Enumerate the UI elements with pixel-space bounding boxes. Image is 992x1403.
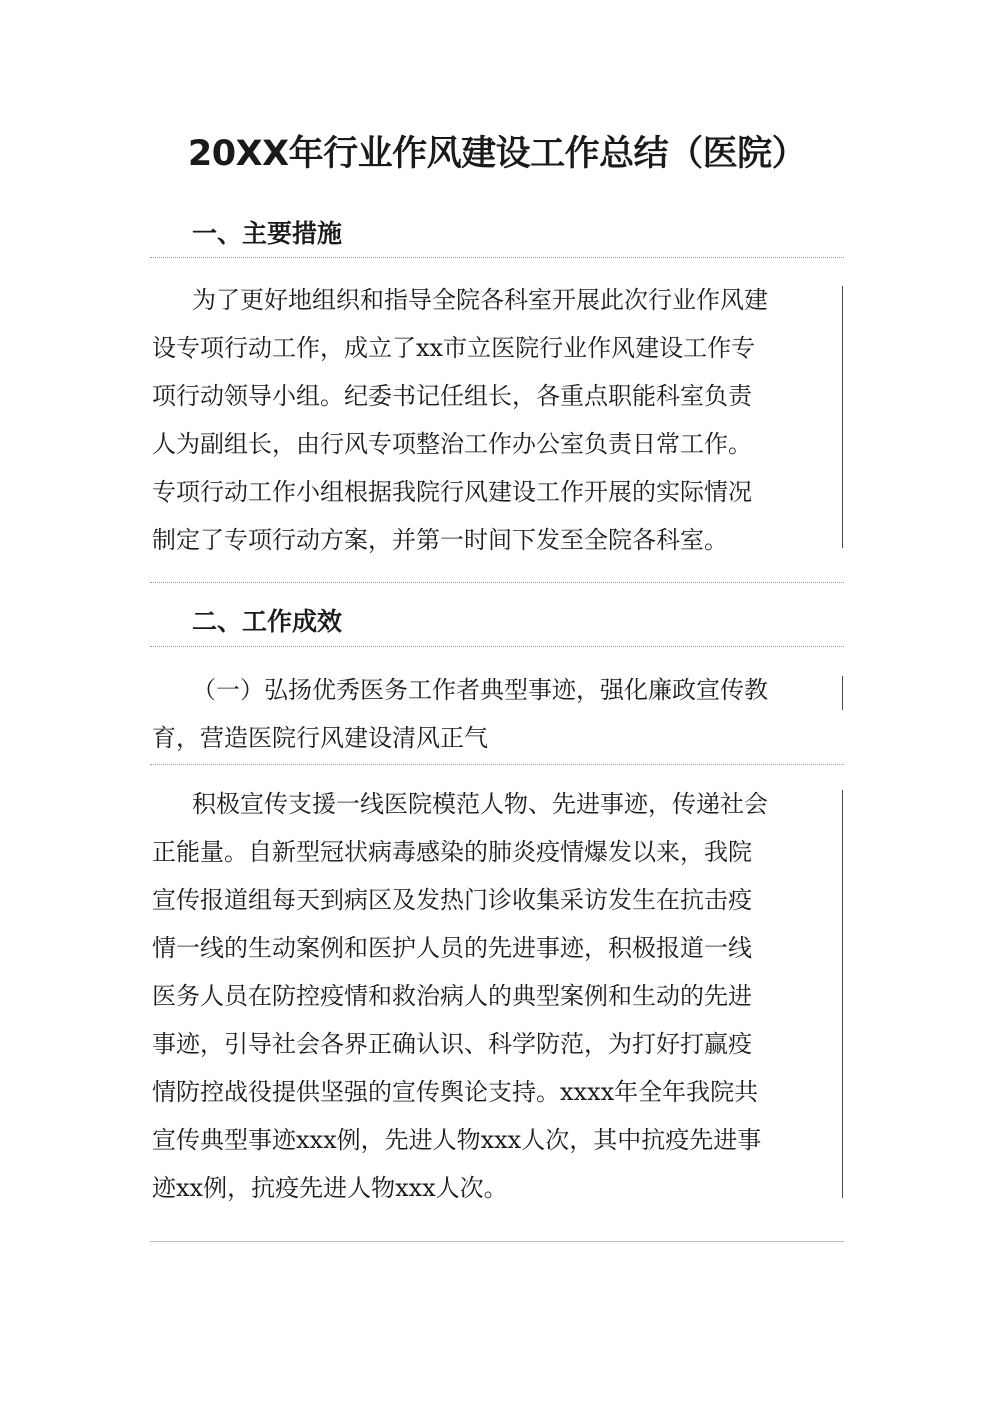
dotted-divider [150, 257, 844, 258]
right-margin-mark [842, 676, 843, 710]
subheading-line: 育，营造医院行风建设清风正气 [152, 724, 488, 752]
subheading-line: （一）弘扬优秀医务工作者典型事迹，强化廉政宣传教 [192, 676, 768, 704]
paragraph-line: 设专项行动工作，成立了xx市立医院行业作风建设工作专 [152, 334, 756, 362]
paragraph-line: 项行动领导小组。纪委书记任组长，各重点职能科室负责 [152, 382, 752, 410]
section-heading-work-results: 二、工作成效 [192, 607, 343, 636]
bottom-rule [150, 1241, 844, 1242]
paragraph-line: 制定了专项行动方案，并第一时间下发至全院各科室。 [152, 526, 728, 554]
paragraph-line: 人为副组长，由行风专项整治工作办公室负责日常工作。 [152, 430, 752, 458]
paragraph-line: 宣传典型事迹xxx例，先进人物xxx人次，其中抗疫先进事 [152, 1126, 762, 1154]
paragraph-line: 事迹，引导社会各界正确认识、科学防范，为打好打赢疫 [152, 1030, 752, 1058]
dotted-divider [150, 582, 844, 583]
dotted-divider [150, 646, 844, 647]
paragraph-line: 正能量。自新型冠状病毒感染的肺炎疫情爆发以来，我院 [152, 838, 752, 866]
paragraph-line: 情一线的生动案例和医护人员的先进事迹，积极报道一线 [152, 934, 752, 962]
right-margin-mark [842, 286, 843, 548]
paragraph-line: 情防控战役提供坚强的宣传舆论支持。xxxx年全年我院共 [152, 1078, 759, 1106]
paragraph-work-results [152, 780, 842, 1212]
paragraph-line: 迹xx例，抗疫先进人物xxx人次。 [152, 1174, 508, 1202]
subheading-paragraph [152, 666, 842, 762]
paragraph-main-measures [152, 276, 842, 564]
paragraph-line: 医务人员在防控疫情和救治病人的典型案例和生动的先进 [152, 982, 752, 1010]
paragraph-line: 专项行动工作小组根据我院行风建设工作开展的实际情况 [152, 478, 752, 506]
document-title: 20XX年行业作风建设工作总结（医院） [187, 134, 807, 174]
dotted-divider [150, 764, 844, 765]
paragraph-line: 积极宣传支援一线医院模范人物、先进事迹，传递社会 [192, 790, 768, 818]
paragraph-line: 宣传报道组每天到病区及发热门诊收集采访发生在抗击疫 [152, 886, 752, 914]
paragraph-line: 为了更好地组织和指导全院各科室开展此次行业作风建 [192, 286, 768, 314]
section-heading-main-measures: 一、主要措施 [192, 219, 343, 248]
right-margin-mark [842, 790, 843, 1198]
